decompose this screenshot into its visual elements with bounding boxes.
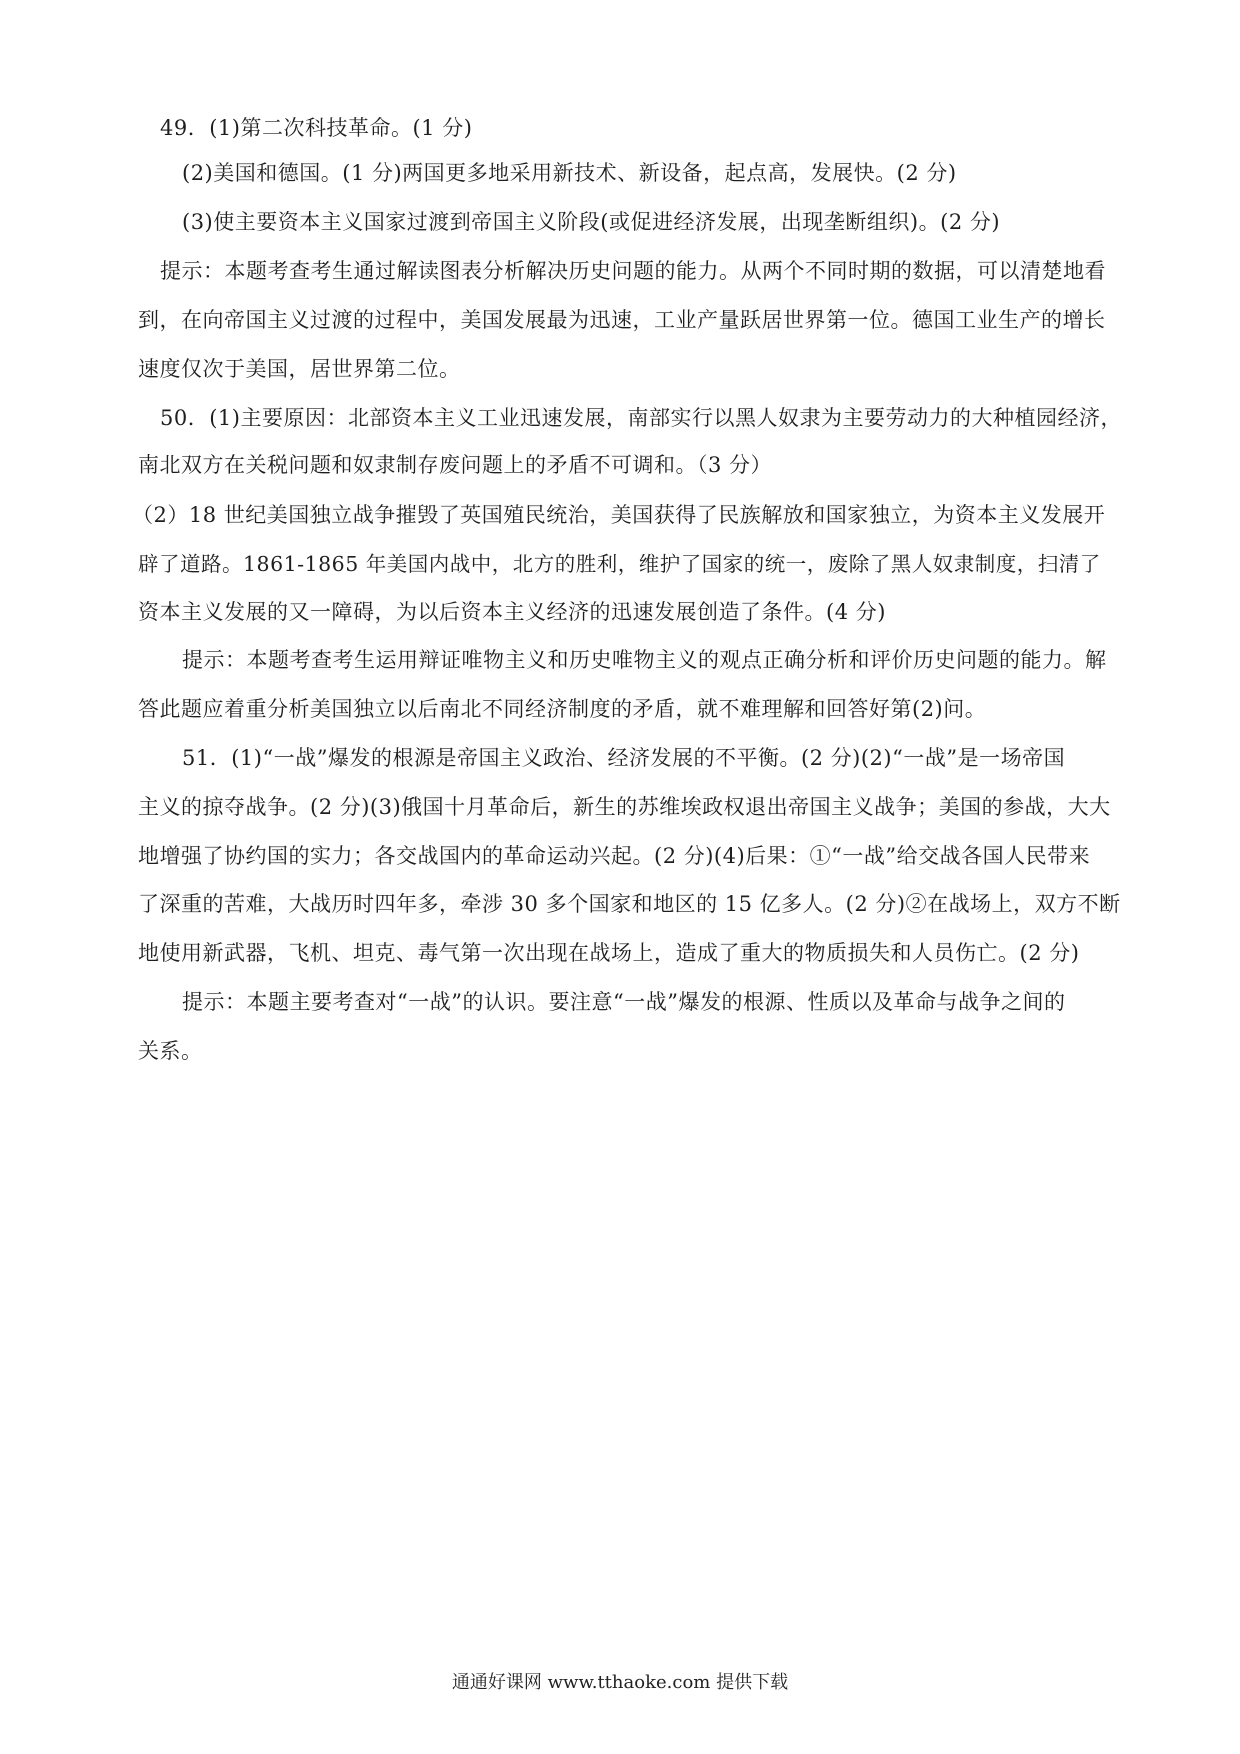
q50-line-4: 辟了道路。1861-1865 年美国内战中，北方的胜利，维护了国家的统一，废除了黑人奴隶制度，扫清了	[138, 552, 1101, 576]
q51-hint-line-1: 提示：本题主要考查对“一战”的认识。要注意“一战”爆发的根源、性质以及革命与战争之间的	[182, 990, 1066, 1014]
q50-line-3: （2）18 世纪美国独立战争摧毁了英国殖民统治，美国获得了民族解放和国家独立，为资本主义发展开	[132, 503, 1106, 527]
q50-hint-line-2: 答此题应着重分析美国独立以后南北不同经济制度的矛盾，就不难理解和回答好第(2)问。	[138, 697, 987, 721]
q49-line-3: (3)使主要资本主义国家过渡到帝国主义阶段(或促进经济发展，出现垄断组织)。(2 分)	[182, 210, 1001, 234]
page-footer: 通通好课网 www.tthaoke.com 提供下载	[451, 1672, 789, 1693]
q49-hint-line-3: 速度仅次于美国，居世界第二位。	[138, 357, 461, 381]
q49-line-1: 49．(1)第二次科技革命。(1 分)	[160, 116, 473, 140]
q51-line-2: 主义的掠夺战争。(2 分)(3)俄国十月革命后，新生的苏维埃政权退出帝国主义战争；美国的参战，大大	[138, 795, 1111, 819]
q51-line-1: 51．(1)“一战”爆发的根源是帝国主义政治、经济发展的不平衡。(2 分)(2)“一战”是一场帝国	[182, 746, 1066, 770]
q50-line-1: 50．(1)主要原因：北部资本主义工业迅速发展，南部实行以黑人奴隶为主要劳动力的大种植园经济，	[160, 406, 1122, 430]
q49-hint-line-1: 提示：本题考查考生通过解读图表分析解决历史问题的能力。从两个不同时期的数据，可以清楚地看	[160, 259, 1106, 283]
q50-line-2: 南北双方在关税问题和奴隶制存废问题上的矛盾不可调和。（3 分）	[138, 453, 773, 477]
q49-line-2: (2)美国和德国。(1 分)两国更多地采用新技术、新设备，起点高，发展快。(2 分)	[182, 161, 957, 185]
q49-hint-line-2: 到，在向帝国主义过渡的过程中，美国发展最为迅速，工业产量跃居世界第一位。德国工业生产的增长	[138, 308, 1106, 332]
q50-line-5: 资本主义发展的又一障碍，为以后资本主义经济的迅速发展创造了条件。(4 分)	[138, 600, 886, 624]
q51-hint-line-2: 关系。	[138, 1039, 203, 1063]
q51-line-4: 了深重的苦难，大战历时四年多，牵涉 30 多个国家和地区的 15 亿多人。(2 分)②在战场上，双方不断	[138, 892, 1121, 916]
q51-line-5: 地使用新武器，飞机、坦克、毒气第一次出现在战场上，造成了重大的物质损失和人员伤亡。(2 分)	[138, 941, 1080, 965]
q50-hint-line-1: 提示：本题考查考生运用辩证唯物主义和历史唯物主义的观点正确分析和评价历史问题的能力。解	[182, 648, 1107, 672]
q51-line-3: 地增强了协约国的实力；各交战国内的革命运动兴起。(2 分)(4)后果：①“一战”给交战各国人民带来	[138, 844, 1091, 868]
